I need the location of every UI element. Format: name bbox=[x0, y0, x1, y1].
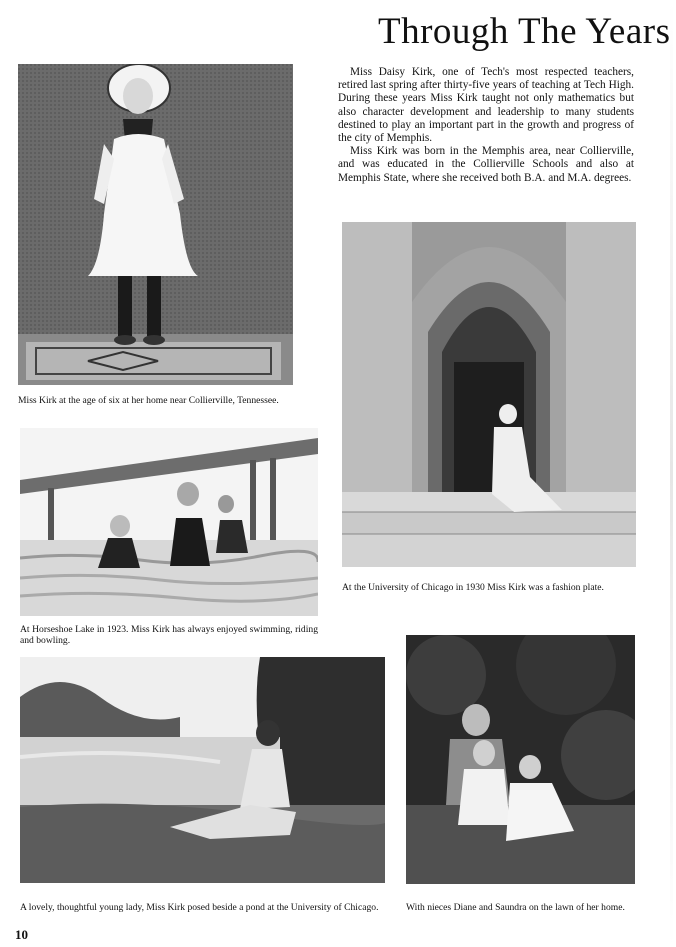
horseshoe-lake-photo bbox=[20, 428, 318, 616]
intro-paragraph-1: Miss Daisy Kirk, one of Tech's most respected teachers, retired last spring after thirty-five years of teaching at Tech High. During these years Miss Kirk taught not only mathematics but also character development and leadership to many students destined to play an important part in the growth and progress of the city of Memphis. bbox=[338, 66, 634, 145]
childhood-photo bbox=[18, 64, 293, 385]
nieces-caption: With nieces Diane and Saundra on the lawn of her home. bbox=[406, 902, 625, 913]
page-edge bbox=[670, 0, 673, 947]
intro-text bbox=[338, 66, 634, 185]
chicago-1930-caption: At the University of Chicago in 1930 Miss Kirk was a fashion plate. bbox=[342, 582, 604, 593]
page-title: Through The Years bbox=[378, 11, 671, 52]
chicago-1930-photo bbox=[342, 222, 636, 567]
page-number: 10 bbox=[15, 927, 28, 942]
horseshoe-lake-caption: At Horseshoe Lake in 1923. Miss Kirk has always enjoyed swimming, riding and bowling. bbox=[20, 624, 318, 646]
pond-caption: A lovely, thoughtful young lady, Miss Kirk posed beside a pond at the University of Chicago. bbox=[20, 902, 379, 913]
pond-photo bbox=[20, 657, 385, 883]
nieces-photo bbox=[406, 635, 635, 884]
intro-paragraph-2: Miss Kirk was born in the Memphis area, near Collierville, and was educated in the Collierville Schools and also at Memphis State, where she received both B.A. and M.A. degrees. bbox=[338, 145, 634, 184]
childhood-caption: Miss Kirk at the age of six at her home near Collierville, Tennessee. bbox=[18, 395, 279, 406]
